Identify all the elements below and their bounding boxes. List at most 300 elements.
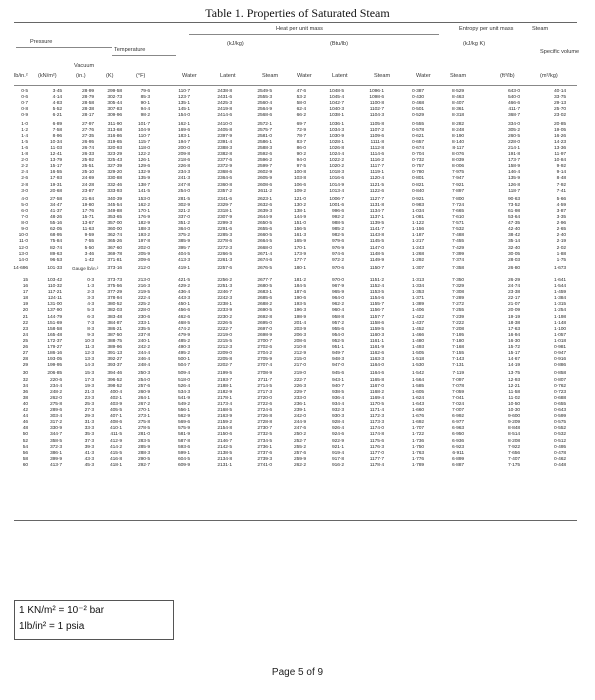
table-cell: 206·3 — [293, 332, 306, 338]
table-cell: 8·361 — [451, 107, 464, 113]
table-cell: 62·05 — [49, 227, 62, 233]
table-cell: 2419·8 — [217, 107, 232, 113]
table-cell: 2581·0 — [257, 133, 272, 139]
table-cell: 228·0 — [137, 308, 150, 314]
table-cell: 275·8 — [49, 401, 62, 407]
table-cell: 319·65 — [107, 139, 122, 145]
table-cell: 1·564 — [411, 377, 424, 383]
table-cell: 13·36 — [553, 145, 566, 151]
table-cell: 456·6 — [177, 308, 190, 314]
table-cell: 165·48 — [47, 332, 62, 338]
table-cell: 61·98 — [507, 208, 520, 214]
table-cell: 2131·1 — [217, 462, 232, 468]
table-cell: 2360·8 — [217, 182, 232, 188]
table-cell: 46 — [22, 420, 28, 426]
table-cell: 2724·6 — [257, 408, 272, 413]
table-cell: 43·3 — [84, 456, 94, 462]
table-cell: 416·8 — [109, 456, 122, 462]
table-cell: 135·9 — [507, 176, 520, 182]
table-cell: 2·40 — [556, 233, 566, 239]
table-cell: 1·763 — [411, 450, 424, 456]
table-cell: 7·55 — [84, 239, 94, 245]
table-cell: 373·73 — [107, 277, 122, 283]
table-cell: 1100·8 — [369, 101, 384, 107]
table-cell: 54 — [22, 444, 28, 450]
table-cell: 951·1 — [331, 345, 344, 350]
table-cell: 29·3 — [84, 414, 94, 420]
table-cell: 9·3 — [87, 332, 94, 338]
table-cell: 172·37 — [47, 338, 62, 344]
table-cell: 413·3 — [177, 257, 190, 263]
table-cell: 27·3 — [84, 408, 94, 413]
table-cell: 29·13 — [553, 101, 566, 107]
table-cell: 90·63 — [507, 196, 520, 202]
table-cell: 0·462 — [553, 456, 566, 462]
table-cell: 1·518 — [411, 357, 424, 363]
table-cell: 2605·9 — [257, 176, 272, 182]
table-cell: 1175·6 — [369, 438, 384, 444]
table-cell: 169·6 — [177, 127, 190, 133]
table-cell: 26·95 — [81, 139, 94, 145]
table-cell: 246·4 — [137, 357, 150, 363]
table-cell: 17 — [22, 290, 28, 296]
table-cell: 395·7 — [177, 245, 190, 251]
table-cell: 7·078 — [451, 383, 464, 389]
table-cell: 479·9 — [177, 332, 190, 338]
table-cell: 28·99 — [81, 89, 94, 94]
table-cell: 281·0 — [137, 432, 150, 438]
table-cell: 1028·1 — [329, 139, 344, 145]
table-cell: 947·0 — [331, 363, 344, 369]
table-cell: 7·168 — [451, 345, 464, 350]
table-cell: 151·69 — [47, 320, 62, 326]
table-cell: 500·1 — [177, 357, 190, 363]
table-cell: 60 — [22, 462, 28, 468]
table-cell: 2599·7 — [257, 164, 272, 170]
table-cell: 562·9 — [177, 414, 190, 420]
table-cell: 41·3 — [84, 450, 94, 456]
table-cell: 1·692 — [411, 420, 424, 426]
table-cell: 16·30 — [507, 338, 520, 344]
table-cell: 90·1 — [140, 101, 150, 107]
table-cell: 193·05 — [47, 357, 62, 363]
table-cell: 7·180 — [451, 338, 464, 344]
table-cell: 1177·0 — [369, 450, 384, 456]
table-cell: 2602·9 — [257, 170, 272, 176]
table-cell: 327·39 — [107, 164, 122, 170]
table-cell: 0·529 — [411, 113, 424, 119]
table-cell: 1177·7 — [369, 456, 384, 462]
table-cell: 299·58 — [107, 89, 122, 94]
table-cell: 14·0 — [18, 257, 28, 263]
table-cell: 1·493 — [411, 345, 424, 350]
table-cell: 2732·5 — [257, 432, 272, 438]
table-cell: 1121·5 — [369, 182, 384, 188]
table-cell: 12·41 — [49, 152, 62, 157]
table-cell: 373·16 — [107, 265, 122, 271]
table-cell: 158·9 — [507, 164, 520, 170]
table-cell: 1·292 — [411, 257, 424, 263]
table-cell: 1102·7 — [369, 107, 384, 113]
table-cell: 1152·4 — [369, 284, 384, 289]
table-cell: 278·5 — [137, 426, 150, 432]
table-cell: 267·2 — [137, 401, 150, 407]
table-cell: 28·79 — [81, 95, 94, 101]
btu-per-lb-header: (Btu/lb) — [330, 41, 349, 47]
table-cell: 2142·5 — [217, 444, 232, 450]
table-cell: 110·7 — [178, 89, 190, 94]
table-cell: 242·2 — [137, 345, 150, 350]
table-cell: 255·2 — [293, 444, 306, 450]
table-cell: 972·2 — [331, 257, 344, 263]
table-cell: 2704·2 — [257, 351, 272, 357]
table-cell: 1·605 — [411, 389, 424, 395]
table-cell: 6·911 — [452, 450, 464, 456]
table-cell: 201·4 — [293, 320, 306, 326]
table-cell: 5·0 — [21, 202, 28, 208]
table-cell: 1026·8 — [329, 145, 344, 151]
table-cell: 1159·5 — [369, 326, 384, 332]
table-cell: 932·3 — [331, 408, 344, 413]
table-cell: 2722·6 — [257, 401, 272, 407]
table-cell: 0·575 — [553, 420, 566, 426]
table-cell: 1·776 — [411, 456, 424, 462]
table-cell: 954·0 — [331, 332, 344, 338]
table-cell: 1·313 — [411, 277, 424, 283]
table-cell: 309·96 — [107, 113, 122, 119]
table-cell: 393·37 — [107, 363, 122, 369]
table-cell: 4·83 — [52, 101, 62, 107]
table-cell: 1040·3 — [329, 107, 344, 113]
table-cell: 8·529 — [451, 89, 464, 94]
table-cell: 230·6 — [137, 314, 150, 320]
table-cell: 13·3 — [84, 357, 94, 363]
table-cell: 604·5 — [177, 456, 190, 462]
table-cell: 2163·9 — [217, 414, 232, 420]
table-cell: 151·0 — [293, 221, 306, 227]
table-cell: 252·7 — [293, 438, 306, 444]
table-cell: 386·21 — [107, 326, 122, 332]
table-cell: 69·7 — [296, 121, 306, 127]
table-cell: 17·3 — [84, 377, 94, 383]
table-cell: 58·0 — [296, 101, 306, 107]
table-cell: 6·3 — [87, 314, 94, 320]
table-cell: 1162·6 — [369, 351, 384, 357]
table-cell: 233·0 — [293, 395, 306, 401]
table-cell: 0·430 — [411, 95, 424, 101]
table-cell: 1·88 — [556, 251, 566, 257]
table-cell: 10·30 — [507, 408, 520, 413]
table-cell: 73·52 — [507, 202, 520, 208]
table-cell: 609·9 — [177, 462, 190, 468]
table-cell: 398·52 — [107, 383, 122, 389]
table-cell: 1·5 — [21, 139, 28, 145]
table-cell: 0·599 — [553, 414, 566, 420]
table-cell: 118·0 — [138, 145, 150, 151]
table-cell: 0·704 — [411, 152, 424, 157]
unit-note-knm2: 1 KN/m² = 10⁻² bar — [19, 605, 105, 616]
table-cell: 1·643 — [411, 401, 424, 407]
table-cell: 1137·1 — [369, 215, 384, 220]
table-cell: 1174·8 — [369, 432, 384, 438]
table-cell: 372·3 — [49, 444, 62, 450]
table-cell: 7·665 — [451, 208, 464, 214]
table-cell: 2737·6 — [257, 450, 272, 456]
table-cell: 28·03 — [507, 257, 520, 263]
table-cell: 15·17 — [507, 351, 520, 357]
table-cell: 385·9 — [177, 239, 190, 245]
table-cell: 156·5 — [293, 227, 306, 233]
table-cell: 358·5 — [49, 438, 62, 444]
table-cell: 407·1 — [109, 414, 122, 420]
table-cell: 1171·4 — [369, 408, 384, 413]
table-cell: 1·544 — [553, 284, 566, 289]
table-cell: 187·6 — [293, 290, 306, 296]
table-cell: 52 — [22, 438, 28, 444]
table-cell: 7·0 — [21, 215, 28, 220]
table-cell: 408·6 — [109, 420, 122, 426]
table-cell: 334·0 — [507, 121, 520, 127]
table-cell: 1168·2 — [369, 389, 384, 395]
table-cell: 1176·3 — [369, 444, 384, 450]
temperature-header: Temperature — [114, 47, 146, 53]
table-cell: 1163·3 — [369, 357, 384, 363]
table-cell: 526·4 — [177, 383, 190, 389]
table-cell: 0·655 — [553, 401, 566, 407]
table-cell: 0·621 — [411, 133, 424, 139]
table-cell: 2·3 — [87, 290, 94, 296]
table-cell: 17·76 — [81, 208, 94, 214]
table-cell: 34·47 — [49, 202, 62, 208]
table-cell: 1·406 — [411, 308, 424, 314]
table-cell: 2668·0 — [257, 245, 272, 251]
table-cell: 8·0 — [21, 221, 28, 227]
table-cell: 177·7 — [293, 257, 306, 263]
table-cell: 7·143 — [451, 357, 464, 363]
table-cell: 1042·7 — [329, 101, 344, 107]
table-cell: 1·530 — [411, 363, 424, 369]
table-cell: 2575·7 — [257, 127, 272, 133]
table-cell: 262·2 — [293, 462, 306, 468]
table-cell: 2431·6 — [217, 95, 232, 101]
table-cell: 260·5 — [507, 133, 520, 139]
table-cell: 1098·6 — [369, 95, 384, 101]
table-cell: 1149·9 — [369, 257, 384, 263]
table-cell: 1·4 — [21, 133, 28, 139]
table-cell: 2697·0 — [257, 326, 272, 332]
table-cell: 104·9 — [137, 127, 150, 133]
table-cell: 4·0 — [21, 196, 28, 202]
table-cell: 23·87 — [81, 188, 94, 194]
table-cell: 7·329 — [451, 284, 464, 289]
table-cell: 202·0 — [137, 245, 150, 251]
table-cell: 290·5 — [137, 456, 150, 462]
table-cell: 504·7 — [177, 363, 190, 369]
table-cell: 340·39 — [107, 196, 122, 202]
table-cell: 1·148 — [553, 320, 566, 326]
table-cell: 429·2 — [177, 284, 190, 289]
table-cell: 4·3 — [87, 302, 94, 308]
table-cell: 162·2 — [137, 202, 150, 208]
table-cell: 254·0 — [177, 188, 190, 194]
table-cell: 0·801 — [411, 176, 424, 182]
table-cell: 21·84 — [81, 196, 94, 202]
table-cell: 117·21 — [47, 290, 62, 296]
table-cell: 1112·8 — [370, 145, 384, 151]
table-cell: 2·02 — [556, 245, 566, 251]
table-cell: 2717·3 — [257, 389, 272, 395]
table-cell: 6·977 — [451, 420, 464, 426]
table-cell: 122·2 — [137, 152, 150, 157]
table-cell: 0·9 — [21, 113, 28, 119]
table-cell: 329·20 — [107, 170, 122, 176]
table-cell: 50 — [22, 432, 28, 438]
table-cell: 89·63 — [49, 251, 62, 257]
table-cell: 20·09 — [507, 308, 520, 314]
table-cell: 0·3 — [87, 277, 94, 283]
table-cell: 289·6 — [49, 408, 62, 413]
table-cell: 254·0 — [137, 377, 150, 383]
col-steam-entropy: Steam — [450, 73, 467, 79]
table-cell: 2644·9 — [257, 215, 272, 220]
table-cell: 206·85 — [47, 371, 62, 377]
col-fahrenheit: (°F) — [136, 73, 146, 79]
table-cell: 938·5 — [331, 389, 344, 395]
table-cell: 7·195 — [451, 332, 464, 338]
table-cell: 2285·3 — [217, 233, 232, 239]
table-cell: 1105·8 — [369, 121, 384, 127]
table-cell: 2·65 — [556, 227, 566, 233]
table-cell: 965·9 — [331, 290, 344, 296]
table-cell: 17·93 — [49, 176, 62, 182]
table-cell: 0·8 — [21, 107, 28, 113]
table-cell: 1·437 — [411, 320, 424, 326]
table-cell: 19·3 — [84, 383, 94, 389]
col-steam-btu: Steam — [374, 73, 391, 79]
table-cell: 1143·8 — [369, 233, 384, 239]
table-row — [14, 463, 577, 469]
table-cell: 13·79 — [49, 158, 62, 164]
table-cell: 320·93 — [107, 145, 122, 151]
table-cell: 7·358 — [451, 265, 464, 271]
table-cell: 1·122 — [411, 221, 424, 227]
table-cell: 220·6 — [49, 377, 62, 383]
col-kelvin: (K) — [106, 73, 114, 79]
table-cell: 414·2 — [109, 444, 122, 450]
table-cell: 1139·5 — [369, 221, 384, 227]
table-cell: 210·8 — [293, 345, 306, 350]
table-cell: 41·37 — [49, 208, 62, 214]
table-cell: 30·05 — [507, 251, 520, 257]
table-cell: 197·8 — [137, 239, 150, 245]
table-cell: 2341·6 — [217, 196, 232, 202]
table-cell: 242·0 — [293, 414, 306, 420]
table-cell: 7·488 — [451, 233, 464, 239]
table-cell: 0·512 — [553, 438, 566, 444]
table-cell: 7·3 — [87, 320, 94, 326]
table-cell: 2650·5 — [257, 221, 272, 227]
table-cell: 360·00 — [107, 227, 122, 233]
table-cell: 5·66 — [556, 196, 566, 202]
table-cell: 129·6 — [137, 164, 150, 170]
table-cell: 216·3 — [137, 284, 150, 289]
table-cell: 466·6 — [507, 101, 520, 107]
table-cell: 313·68 — [107, 127, 122, 133]
table-cell: 109·2 — [293, 188, 306, 194]
table-cell: 123·7 — [177, 95, 190, 101]
table-cell: 2·4 — [21, 170, 28, 176]
table-cell: 7·239 — [451, 314, 464, 320]
table-cell: 549·2 — [177, 401, 190, 407]
table-cell: 365·26 — [107, 239, 122, 245]
table-cell: 1158·6 — [369, 320, 384, 326]
table-cell: 0·387 — [411, 89, 424, 94]
table-cell: 90·2 — [296, 152, 306, 157]
table-cell: 158·58 — [47, 326, 62, 332]
table-cell: 219·5 — [137, 290, 150, 296]
table-cell: 183·1 — [177, 133, 190, 139]
table-cell: 26·29 — [507, 277, 520, 283]
table-cell: 2233·9 — [217, 308, 232, 314]
table-cell: 19·31 — [49, 182, 62, 188]
table-cell: 34 — [22, 383, 28, 389]
table-cell: 1111·8 — [370, 139, 384, 145]
table-cell: 259·9 — [293, 456, 306, 462]
table-cell: 387·50 — [107, 332, 122, 338]
table-cell: 1·334 — [411, 284, 424, 289]
table-cell: 29 — [22, 363, 28, 369]
table-cell: 6·0 — [21, 208, 28, 214]
table-cell: 2182·9 — [217, 389, 232, 395]
table-cell: 2178·1 — [217, 395, 232, 401]
table-cell: 33·3 — [84, 426, 94, 432]
table-cell: 325·43 — [107, 158, 122, 164]
table-cell: 593·6 — [177, 444, 190, 450]
table-cell: 5·52 — [52, 107, 62, 113]
table-cell: 353·65 — [107, 215, 122, 220]
table-cell: 1131·8 — [369, 202, 384, 208]
table-cell: 2702·6 — [257, 345, 272, 350]
table-cell: 16·94 — [507, 332, 520, 338]
table-cell: 2664·5 — [257, 239, 272, 245]
table-cell: 0·478 — [553, 450, 566, 456]
table-cell: 7·921 — [451, 182, 464, 188]
specific-volume-header: Specific volume — [540, 49, 580, 55]
table-cell: 47·6 — [296, 89, 306, 94]
table-cell: 1·384 — [553, 296, 566, 302]
table-cell: 170·1 — [293, 245, 306, 251]
steam-header: Steam — [532, 26, 549, 32]
table-cell: 100·8 — [293, 170, 306, 176]
table-cell: 101·33 — [47, 265, 62, 271]
table-cell: 410·1 — [109, 426, 122, 432]
table-cell: 2242·3 — [217, 296, 232, 302]
table-cell: 7·455 — [451, 239, 464, 245]
table-cell: 32 — [22, 377, 28, 383]
table-cell: 3·45 — [52, 89, 62, 94]
table-cell: 302·9 — [177, 202, 190, 208]
table-cell: 2134·8 — [217, 456, 232, 462]
table-cell: 0·983 — [411, 202, 424, 208]
table-cell: 1·198 — [553, 314, 566, 320]
table-cell: 0·501 — [411, 107, 424, 113]
table-cell: 19 — [22, 302, 28, 308]
table-cell: 8·514 — [507, 432, 520, 438]
table-title: Table 1. Properties of Saturated Steam — [205, 6, 390, 20]
table-cell: 4·59 — [556, 202, 566, 208]
table-cell: 6·887 — [451, 462, 464, 468]
table-cell: 273·1 — [137, 414, 150, 420]
